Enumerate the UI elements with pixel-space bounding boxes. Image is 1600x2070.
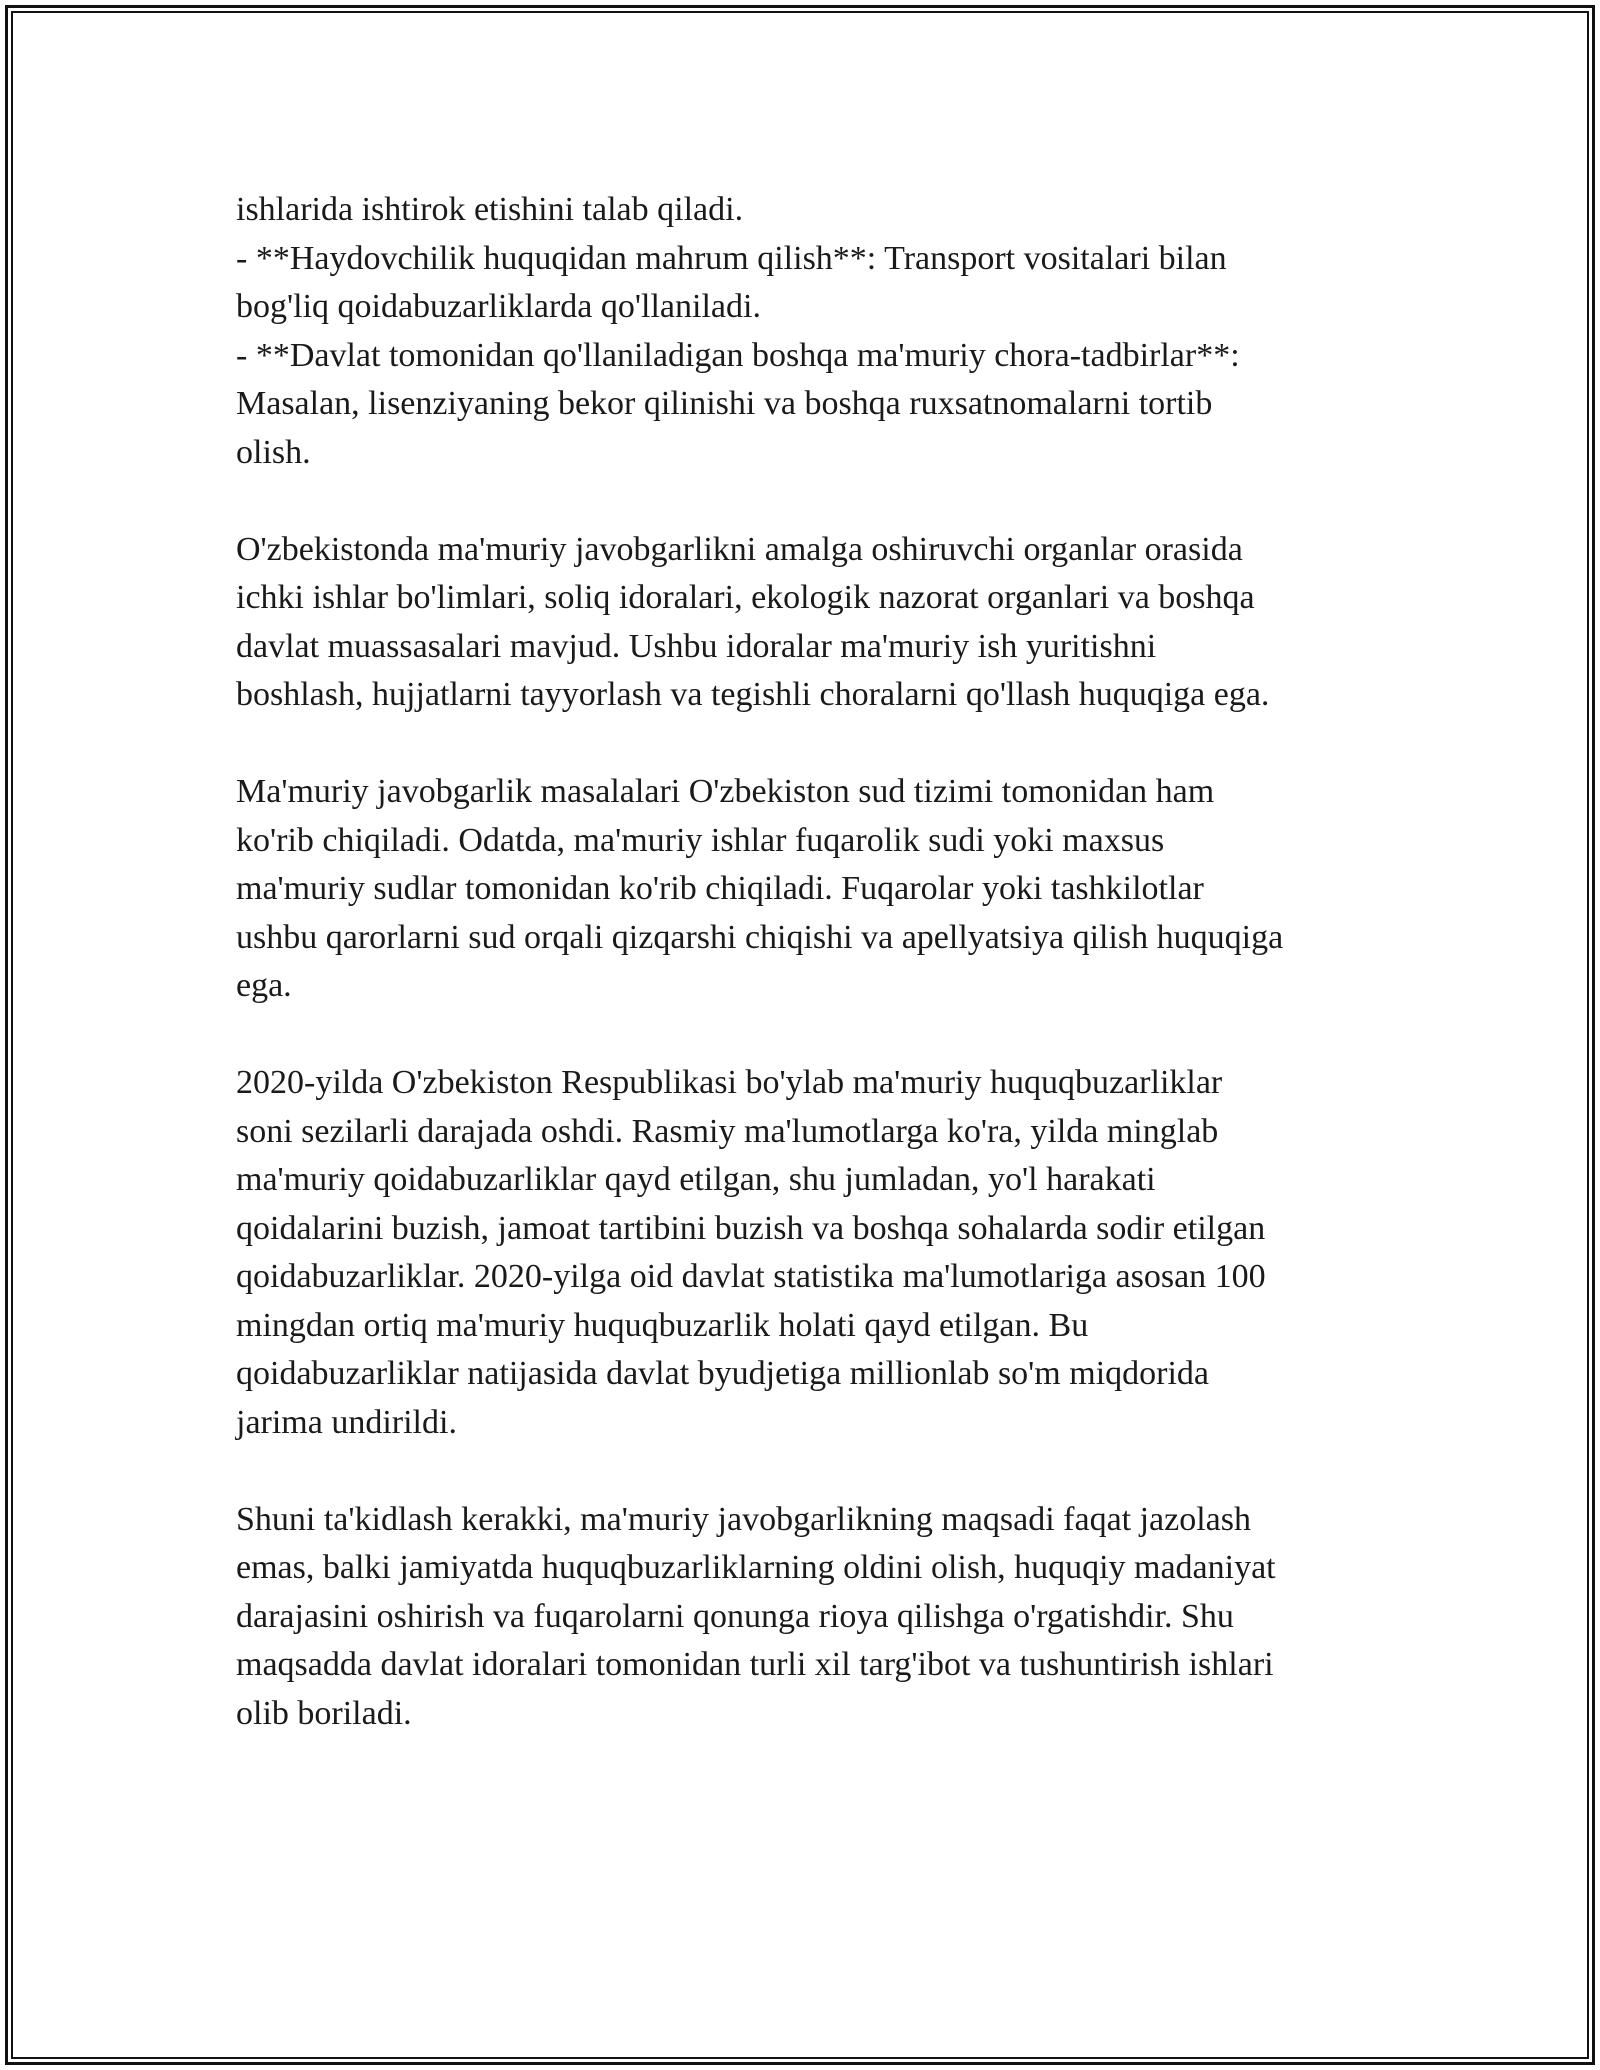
document-body [236, 186, 1376, 1738]
paragraph-enforcement-bodies: O'zbekistonda ma'muriy javobgarlikni amalga oshiruvchi organlar orasida ichki ishlar bo'limlari, soliq idoralari, ekologik nazorat organlari va boshqa davlat muassasalari mavjud. Ushbu idoralar ma'muriy ish yuritishni boshlash, hujjatlarni tayyorlash va tegishli choralarni qo'llash huquqiga ega. [236, 530, 1270, 713]
paragraph-penalties-list: ishlarida ishtirok etishini talab qiladi. - **Haydovchilik huquqidan mahrum qilish**: Transport vositalari bilan bog'liq qoidabuzarliklarda qo'llaniladi. - **Davlat tomonidan qo'llaniladigan boshqa ma'muriy chora-tadbirlar**: Masalan, lisenziyaning bekor qilinishi va boshqa ruxsatnomalarni tortib olish. [236, 191, 1240, 471]
paragraph-court-review: Ma'muriy javobgarlik masalalari O'zbekiston sud tizimi tomonidan ham ko'rib chiqiladi. Odatda, ma'muriy ishlar fuqarolik sudi yoki maxsus ma'muriy sudlar tomonidan ko'rib chiqiladi. Fuqarolar yoki tashkilotlar ushbu qarorlarni sud orqali qizqarshi chiqishi va apellyatsiya qilish huquqiga ega. [236, 773, 1284, 1004]
paragraph-2020-statistics: 2020-yilda O'zbekiston Respublikasi bo'ylab ma'muriy huquqbuzarliklar soni sezilarli darajada oshdi. Rasmiy ma'lumotlarga ko'ra, yilda minglab ma'muriy qoidabuzarliklar qayd etilgan, shu jumladan, yo'l harakati qoidalarini buzish, jamoat tartibini buzish va boshqa sohalarda sodir etilgan qoidabuzarliklar. 2020-yilga oid davlat statistika ma'lumotlariga asosan 100 mingdan ortiq ma'muriy huquqbuzarlik holati qayd etilgan. Bu qoidabuzarliklar natijasida davlat byudjetiga millionlab so'm miqdorida jarima undirildi. [236, 1064, 1266, 1441]
paragraph-purpose: Shuni ta'kidlash kerakki, ma'muriy javobgarlikning maqsadi faqat jazolash emas, balki jamiyatda huquqbuzarliklarning oldini olish, huquqiy madaniyat darajasini oshirish va fuqarolarni qonunga rioya qilishga o'rgatishdir. Shu maqsadda davlat idoralari tomonidan turli xil targ'ibot va tushuntirish ishlari olib boriladi. [236, 1500, 1276, 1732]
